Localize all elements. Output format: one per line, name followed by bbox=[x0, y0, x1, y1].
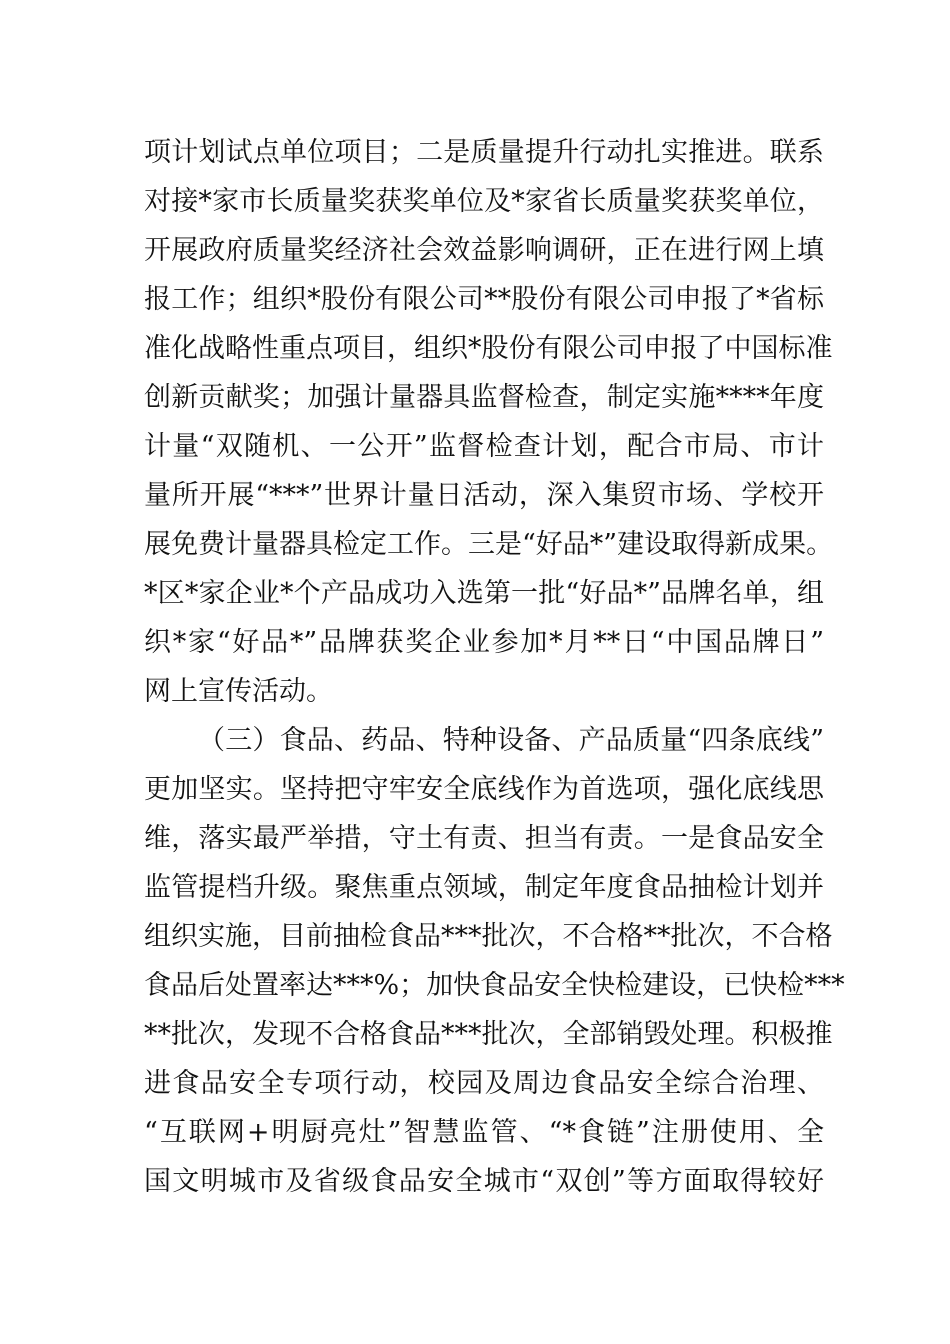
text-line: 织*家“好品*”品牌获奖企业参加*月**日“中国品牌日” bbox=[144, 627, 824, 658]
text-line: 进食品安全专项行动，校园及周边食品安全综合治理、 bbox=[144, 1068, 824, 1099]
text-line: *区*家企业*个产品成功入选第一批“好品*”品牌名单，组 bbox=[144, 578, 824, 609]
text-line: 项计划试点单位项目；二是质量提升行动扎实推进。联系 bbox=[144, 137, 824, 168]
text-line: **批次，发现不合格食品***批次，全部销毁处理。积极推 bbox=[144, 1019, 833, 1050]
text-line: 准化战略性重点项目，组织*股份有限公司申报了中国标准 bbox=[144, 333, 833, 364]
text-line: 更加坚实。坚持把守牢安全底线作为首选项，强化底线思 bbox=[144, 774, 824, 805]
text-line: 食品后处置率达***%；加快食品安全快检建设，已快检*** bbox=[144, 970, 845, 1001]
text-line: 开展政府质量奖经济社会效益影响调研，正在进行网上填 bbox=[144, 235, 824, 266]
section-heading-line: （三）食品、药品、特种设备、产品质量“四条底线” bbox=[198, 725, 824, 756]
text-line: 创新贡献奖；加强计量器具监督检查，制定实施****年度 bbox=[144, 382, 824, 413]
text-line: “互联网+明厨亮灶”智慧监管、“*食链”注册使用、全 bbox=[144, 1117, 824, 1148]
text-line: 维，落实最严举措，守土有责、担当有责。一是食品安全 bbox=[144, 823, 824, 854]
text-line: 报工作；组织*股份有限公司**股份有限公司申报了*省标 bbox=[144, 284, 824, 315]
text-line: 计量“双随机、一公开”监督检查计划，配合市局、市计 bbox=[144, 431, 824, 462]
text-line: 展免费计量器具检定工作。三是“好品*”建设取得新成果。 bbox=[144, 529, 834, 560]
text-line: 量所开展“***”世界计量日活动，深入集贸市场、学校开 bbox=[144, 480, 824, 511]
text-line: 监管提档升级。聚焦重点领域，制定年度食品抽检计划并 bbox=[144, 872, 824, 903]
text-line: 网上宣传活动。 bbox=[144, 676, 333, 707]
text-line: 组织实施，目前抽检食品***批次，不合格**批次，不合格 bbox=[144, 921, 833, 952]
text-line: 对接*家市长质量奖获奖单位及*家省长质量奖获奖单位， bbox=[144, 186, 824, 217]
text-line: 国文明城市及省级食品安全城市“双创”等方面取得较好 bbox=[144, 1166, 824, 1197]
